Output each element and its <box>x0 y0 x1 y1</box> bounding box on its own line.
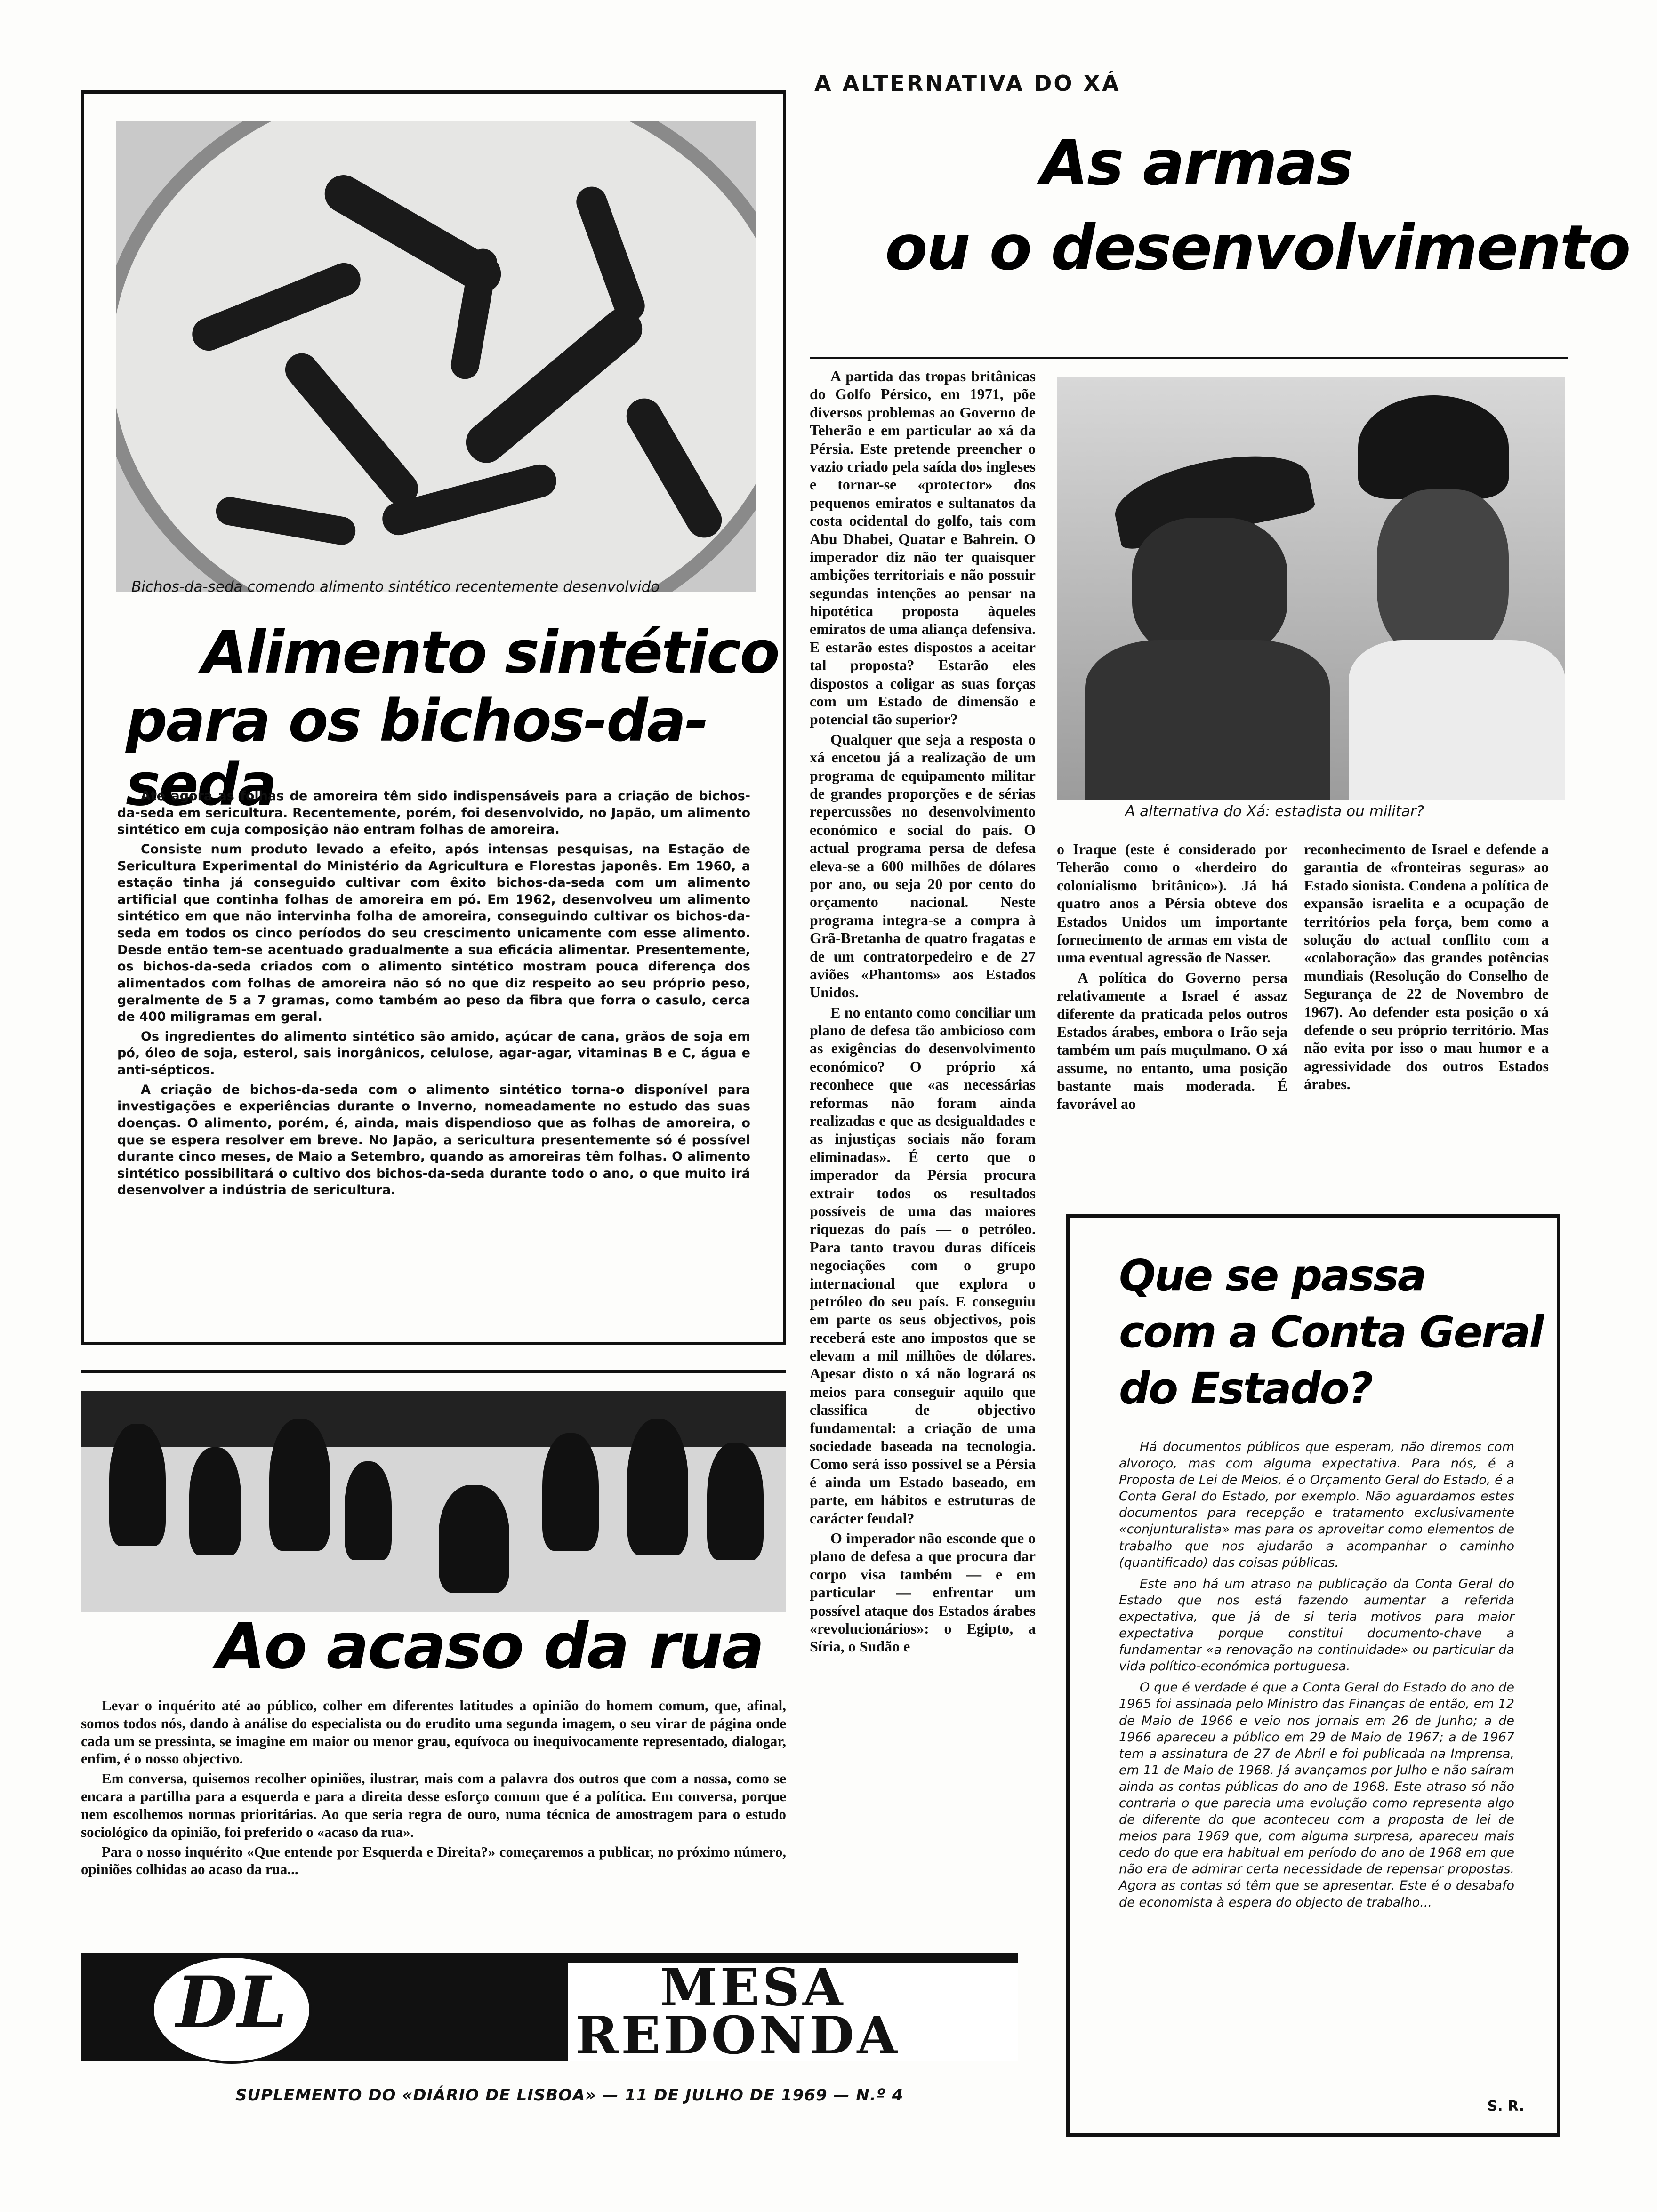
page-footer: SUPLEMENTO DO «DIÁRIO DE LISBOA» — 11 DE JULHO DE 1969 — N.º 4 <box>235 2086 904 2105</box>
armas-headline-line2: ou o desenvolvimento <box>885 212 1630 284</box>
acaso-paragraph: Para o nosso inquérito «Que entende por Esquerda e Direita?» começaremos a publicar, no próximo número, opiniões colhidas ao acaso da rua... <box>81 1843 786 1878</box>
conta-signature: S. R. <box>1487 2098 1524 2115</box>
conta-paragraph: Há documentos públicos que esperam, não diremos com alvoroço, mas com alguma expectativa. Para nós, é a Proposta de Lei de Meios, é o Orçamento Geral do Estado, é a Conta Geral do Estado, por exemplo. Não aguardamos estes documentos para recepção e tratamento exclusivamente «conjunturalista» mas para os aproveitar como elementos de trabalho que nos ajudarão a acompanhar o caminho (quantificado) das coisas públicas. <box>1119 1440 1514 1570</box>
alimento-paragraph: A criação de bichos-da-seda com o alimento sintético torna-o disponível para investigações e experiências durante o Inverno, nomeadamente no estudo das suas doenças. O alimento, porém, é, ainda, mais dispendioso que as folhas de amoreira, o que se espera resolver em breve. No Japão, a sericultura presentemente só é possível durante cinco meses, de Maio a Setembro, quando as amoreiras têm folhas. O alimento sintético possibilitará o cultivo dos bichos-da-seda durante todo o ano, o que muito irá desenvolver a indústria de sericultura. <box>117 1082 750 1198</box>
armas-divider <box>810 357 1568 359</box>
street-crowd-photo <box>81 1391 786 1612</box>
conta-article-box <box>1066 1214 1560 2137</box>
conta-paragraph: O que é verdade é que a Conta Geral do Estado do ano de 1965 foi assinada pelo Ministro das Finanças de então, em 12 de Maio de 1966 e veio nos jornais em 26 de Junho; a de 1966 apareceu a público em 29 de Maio de 1967; a de 1967 tem a assinatura de 27 de Abril e foi publicada na Imprensa, em 11 de Maio de 1968. Já avançamos por Julho e não saíram ainda as contas públicas do ano de 1968. Este atraso só não contraria o que parecia uma evolução como representa algo de diferente do que aconteceu com a proposta de lei de meios para 1969 que, com alguma surpresa, apareceu mais cedo do que era habitual em período do ano de 1968 em que não era de admirar certa necessidade de repensar propostas. Agora as contas só têm que se apresentar. Este é o desabafo de economista à espera do objecto de trabalho... <box>1119 1680 1514 1910</box>
armas-paragraph: O imperador não esconde que o plano de defesa a que procura dar corpo visa também — e em particular — enfrentar um possível ataque dos Estados árabes «revolucionários»: o Egipto, a Síria, o Sudão e <box>810 1530 1036 1655</box>
armas-headline-line1: As armas <box>1040 127 1352 200</box>
kicker: A ALTERNATIVA DO XÁ <box>814 71 1121 96</box>
armas-column-1 <box>810 367 1036 1658</box>
armas-paragraph: o Iraque (este é considerado por Teherão como o «herdeiro do colonialismo britânico»). Já há quatro anos a Pérsia obteve dos Estados Unidos um importante fornecimento de armas em vista de uma eventual agressão de Nasser. <box>1057 841 1287 966</box>
conta-headline-line2: com a Conta Geral <box>1119 1307 1543 1357</box>
dl-logo-text: DL <box>176 1961 287 2044</box>
alimento-body <box>117 788 750 1202</box>
alimento-headline-line2: para os bichos-da-seda <box>126 687 708 819</box>
alimento-paragraph: Até agora as folhas de amoreira têm sido indispensáveis para a criação de bichos-da-seda em sericultura. Recentemente, porém, foi desenvolvido, no Japão, um alimento sintético em cuja composição não entram folhas de amoreira. <box>117 789 750 837</box>
armas-paragraph: Qualquer que seja a resposta o xá encetou já a realização de um programa de equipamento militar de grandes proporções e de sérias repercussões no desenvolvimento económico e social do país. O actual programa persa de defesa eleva-se a 600 milhões de dólares por ano, ou seja 20 por cento do orçamento nacional. Neste programa integra-se a compra à Grã-Bretanha de quatro fragatas e de um contratorpedeiro e de 27 aviões «Phantoms» aos Estados Unidos. <box>810 730 1036 1001</box>
redonda-title: REDONDA <box>575 2005 900 2066</box>
acaso-headline: Ao acaso da rua <box>217 1610 764 1683</box>
conta-headline-line1: Que se passa <box>1119 1250 1425 1301</box>
shah-photo-caption: A alternativa do Xá: estadista ou militar? <box>1125 803 1424 820</box>
armas-paragraph: E no entanto como conciliar um plano de defesa tão ambicioso com as exigências do desenvolvimento económico? O próprio xá reconhece que «as necessárias reformas não foram ainda realizadas e que as desigualdades e as injustiças sociais não foram eliminadas». É certo que o imperador da Pérsia procura extrair todos os resultados possíveis de uma das maiores riquezas do país — o petróleo. Para tanto travou duras difíceis negociações com o grupo internacional que explora o petróleo do seu país. E conseguiu em parte os seus objectivos, pois receberá este ano impostos que se elevam a mil milhões de dólares. Apesar disto o xá não logrará os meios para conseguir aquilo que classifica de objectivo fundamental: a criação de uma sociedade baseada na tecnologia. Como será isso possível se a Pérsia é ainda um Estado baseado, em parte, em hábitos e estruturas de carácter feudal? <box>810 1003 1036 1527</box>
alimento-paragraph: Os ingredientes do alimento sintético são amido, açúcar de cana, grãos de soja em pó, óleo de soja, esterol, sais inorgânicos, celulose, agar-agar, vitaminas B e C, água e anti-sépticos. <box>117 1029 750 1077</box>
conta-headline-line3: do Estado? <box>1119 1363 1372 1414</box>
armas-paragraph: reconhecimento de Israel e defende a garantia de «fronteiras seguras» ao Estado sionista. Condena a política de expansão israelita e a ocupação de territórios pela força, bem como a solução do actual conflito com a «colaboração» das grandes potências mundiais (Resolução do Conselho de Segurança de 22 de Novembro de 1967). Ao defender esta posição o xá defende o seu próprio território. Mas não evita por isso o mau humor e a agressividade dos outros Estados árabes. <box>1304 841 1549 1093</box>
shah-photo <box>1057 377 1565 800</box>
armas-paragraph: A política do Governo persa relativamente a Israel é assaz diferente da praticada pelos outros Estados árabes, embora o Irão seja também um país muçulmano. O xá assume, no entanto, uma posição bastante mais moderada. É favorável ao <box>1057 969 1287 1113</box>
conta-body <box>1119 1439 1514 1915</box>
armas-column-2 <box>1057 840 1287 1115</box>
alimento-article-box <box>81 90 786 1345</box>
conta-paragraph: Este ano há um atraso na publicação da Conta Geral do Estado que nos está fazendo aumentar a referida expectativa, que já de si teria motivos para maior expectativa porque constitui documento-chave a fundamentar «a renovação na continuidade» ou particular da vida político-económica portuguesa. <box>1119 1576 1514 1674</box>
silkworm-photo-caption: Bichos-da-seda comendo alimento sintético recentemente desenvolvido <box>131 578 660 595</box>
acaso-body <box>81 1697 786 1880</box>
armas-paragraph: A partida das tropas britânicas do Golfo Pérsico, em 1971, põe diversos problemas ao Governo de Teherão e em particular ao xá da Pérsia. Este pretende preencher o vazio criado pela saída dos ingleses e tornar-se «protector» dos pequenos emiratos e sultanatos da costa ocidental do golfo, tais com Abu Dhabei, Quatar e Bahrein. O imperador diz não ter quaisquer ambições territoriais e não possuir segundas intenções ao pensar na hipotética proposta àqueles emiratos de uma aliança defensiva. E estarão estes dispostos a aceitar tal proposta? Estarão eles dispostos a coligar as suas forças com um Estado de dimensão e potencial tão superior? <box>810 368 1036 728</box>
dl-logo <box>152 1956 312 2064</box>
alimento-paragraph: Consiste num produto levado a efeito, após intensas pesquisas, na Estação de Sericultura Experimental do Ministério da Agricultura e Florestas japonês. Em 1960, a estação tinha já conseguido cultivar com êxito bichos-da-seda com um alimento artificial que continha folhas de amoreira em pó. Em 1962, desenvolveu um alimento sintético em que não intervinha folha de amoreira, conseguindo cultivar os bichos-da-seda em todos os cinco períodos do seu crescimento unicamente com esse alimento. Desde então tem-se acentuado gradualmente a sua eficácia alimentar. Presentemente, os bichos-da-seda criados com o alimento sintético mostram pouca diferença dos alimentados com folhas de amoreira não só no que diz respeito ao seu próprio peso, geralmente de 5 a 7 gramas, como também ao peso da fibra que forra o casulo, cerca de 400 miligramas em geral. <box>117 842 750 1025</box>
acaso-paragraph: Em conversa, quisemos recolher opiniões, ilustrar, mais com a palavra dos outros que com a nossa, como se encara a partilha para a esquerda e para a direita desse esforço comum que é a política. Em conversa, porque nem escolhemos normas prioritárias. Ao que seria regra de ouro, numa técnica de amostragem para o estudo sociológico da opinião, foi preferido o «acaso da rua». <box>81 1770 786 1840</box>
alimento-headline-line1: Alimento sintético <box>202 619 779 687</box>
silkworm-photo <box>116 121 756 592</box>
armas-column-3 <box>1304 840 1549 1095</box>
mesa-title: MESA <box>660 1957 846 2018</box>
acaso-divider <box>81 1370 786 1373</box>
mesa-redonda-banner <box>81 1953 1018 2066</box>
acaso-paragraph: Levar o inquérito até ao público, colher em diferentes latitudes a opinião do homem comum, que, afinal, somos todos nós, dando à análise do especialista ou do erudito uma segunda imagem, o seu virar de página onde cada um se pressinta, se imagine em maior ou menor grau, equívoca ou inequivocamente representado, dialogar, enfim, é o nosso objectivo. <box>81 1697 786 1767</box>
